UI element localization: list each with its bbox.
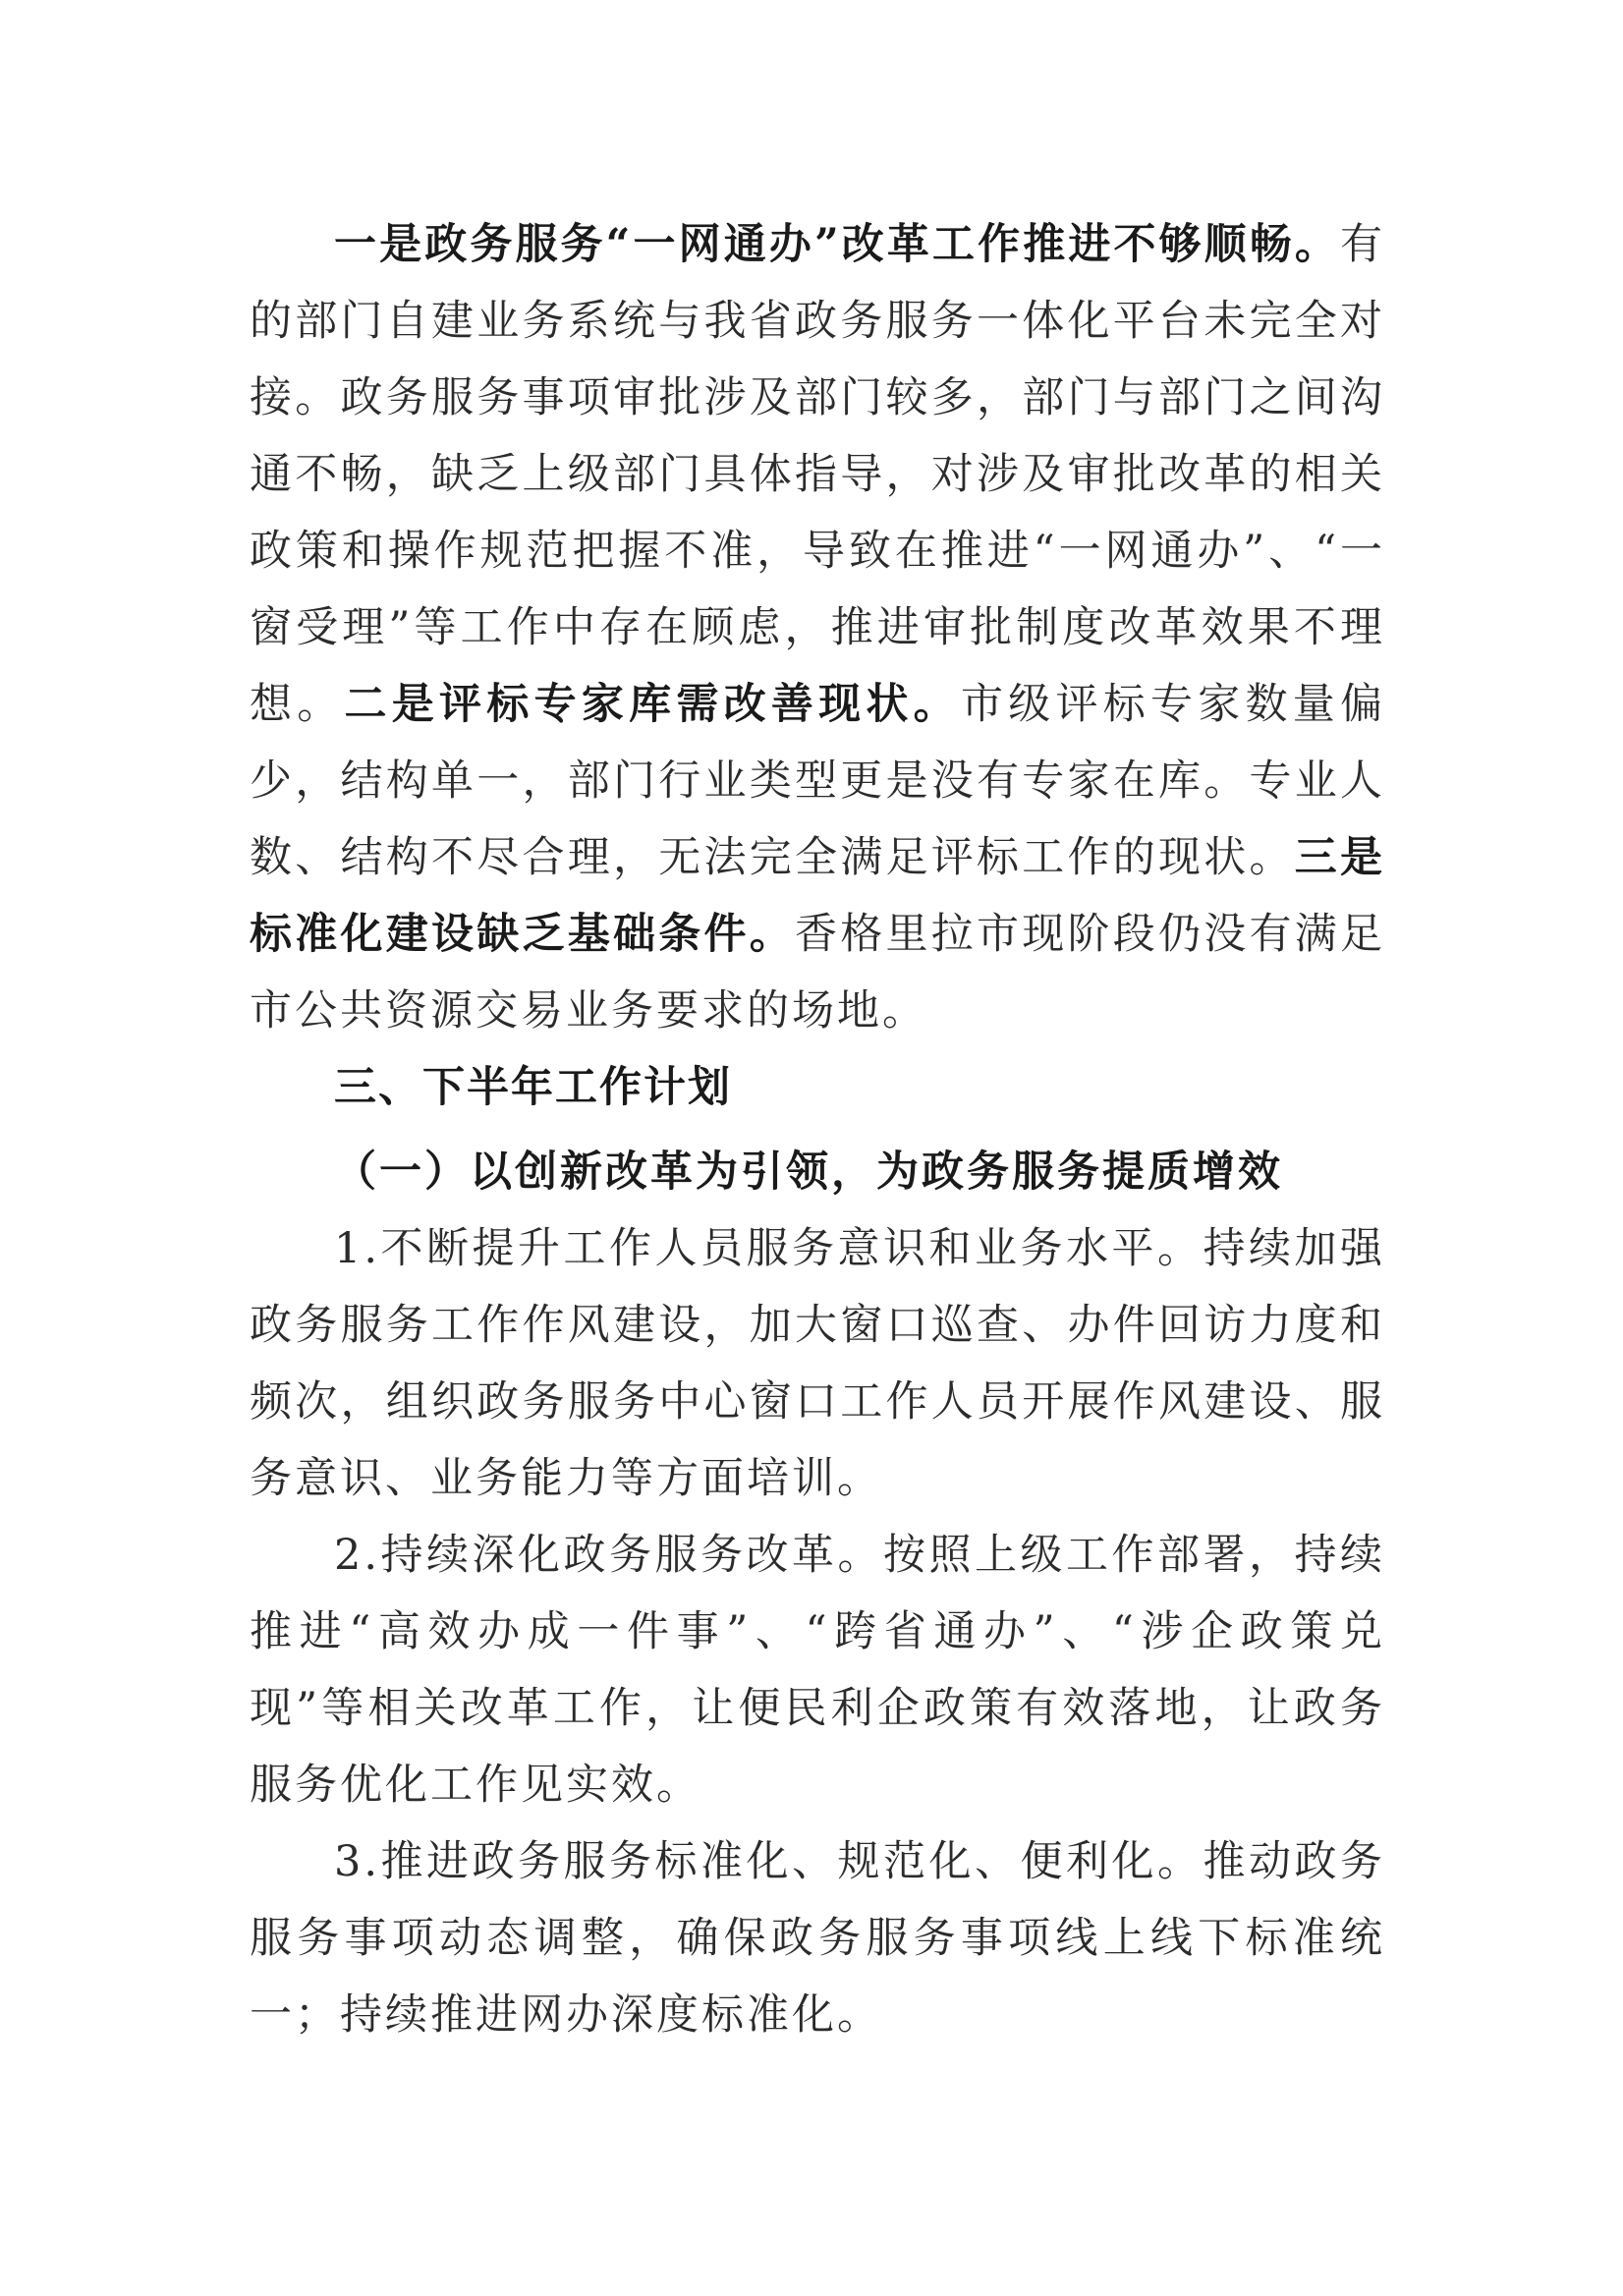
problems-paragraph [250, 206, 1385, 1049]
plan-item-1: 1.不断提升工作人员服务意识和业务水平。持续加强政务服务工作作风建设，加大窗口巡查、办件回访力度和频次，组织政务服务中心窗口工作人员开展作风建设、服务意识、业务能力等方面培训。 [250, 1224, 1385, 1503]
subsection-heading: （一）以创新改革为引领，为政务服务提质增效 [334, 1148, 1283, 1197]
problem-2-text: 市级评标专家数量偏少，结构单一，部门行业类型更是没有专家在库。专业人数、结构不尽合理，无法完全满足评标工作的现状。 [250, 680, 1386, 882]
problem-3-title: 三是标准化建设缺乏基础条件。 [250, 833, 1385, 959]
section-heading: 三、下半年工作计划 [334, 1063, 732, 1112]
document-body [250, 206, 1385, 2053]
problem-1-text: 有的部门自建业务系统与我省政务服务一体化平台未完全对接。政务服务事项审批涉及部门较多，部门与部门之间沟通不畅，缺乏上级部门具体指导，对涉及审批改革的相关政策和操作规范把握不准，导致在推进“一网通办”、“一窗受理”等工作中存在顾虑，推进审批制度改革效果不理想。 [250, 220, 1385, 729]
plan-item-2: 2.持续深化政务服务改革。按照上级工作部署，持续推进“高效办成一件事”、“跨省通办”、“涉企政策兑现”等相关改革工作，让便民利企政策有效落地，让政务服务优化工作见实效。 [250, 1531, 1385, 1810]
problem-3-text: 香格里拉市现阶段仍没有满足市公共资源交易业务要求的场地。 [250, 910, 1385, 1036]
problem-2-title: 二是评标专家库需改善现状。 [344, 680, 961, 729]
problem-1-title: 一是政务服务“一网通办”改革工作推进不够顺畅。 [334, 220, 1340, 269]
plan-item-3: 3.推进政务服务标准化、规范化、便利化。推动政务服务事项动态调整，确保政务服务事项线上线下标准统一；持续推进网办深度标准化。 [250, 1837, 1385, 2040]
